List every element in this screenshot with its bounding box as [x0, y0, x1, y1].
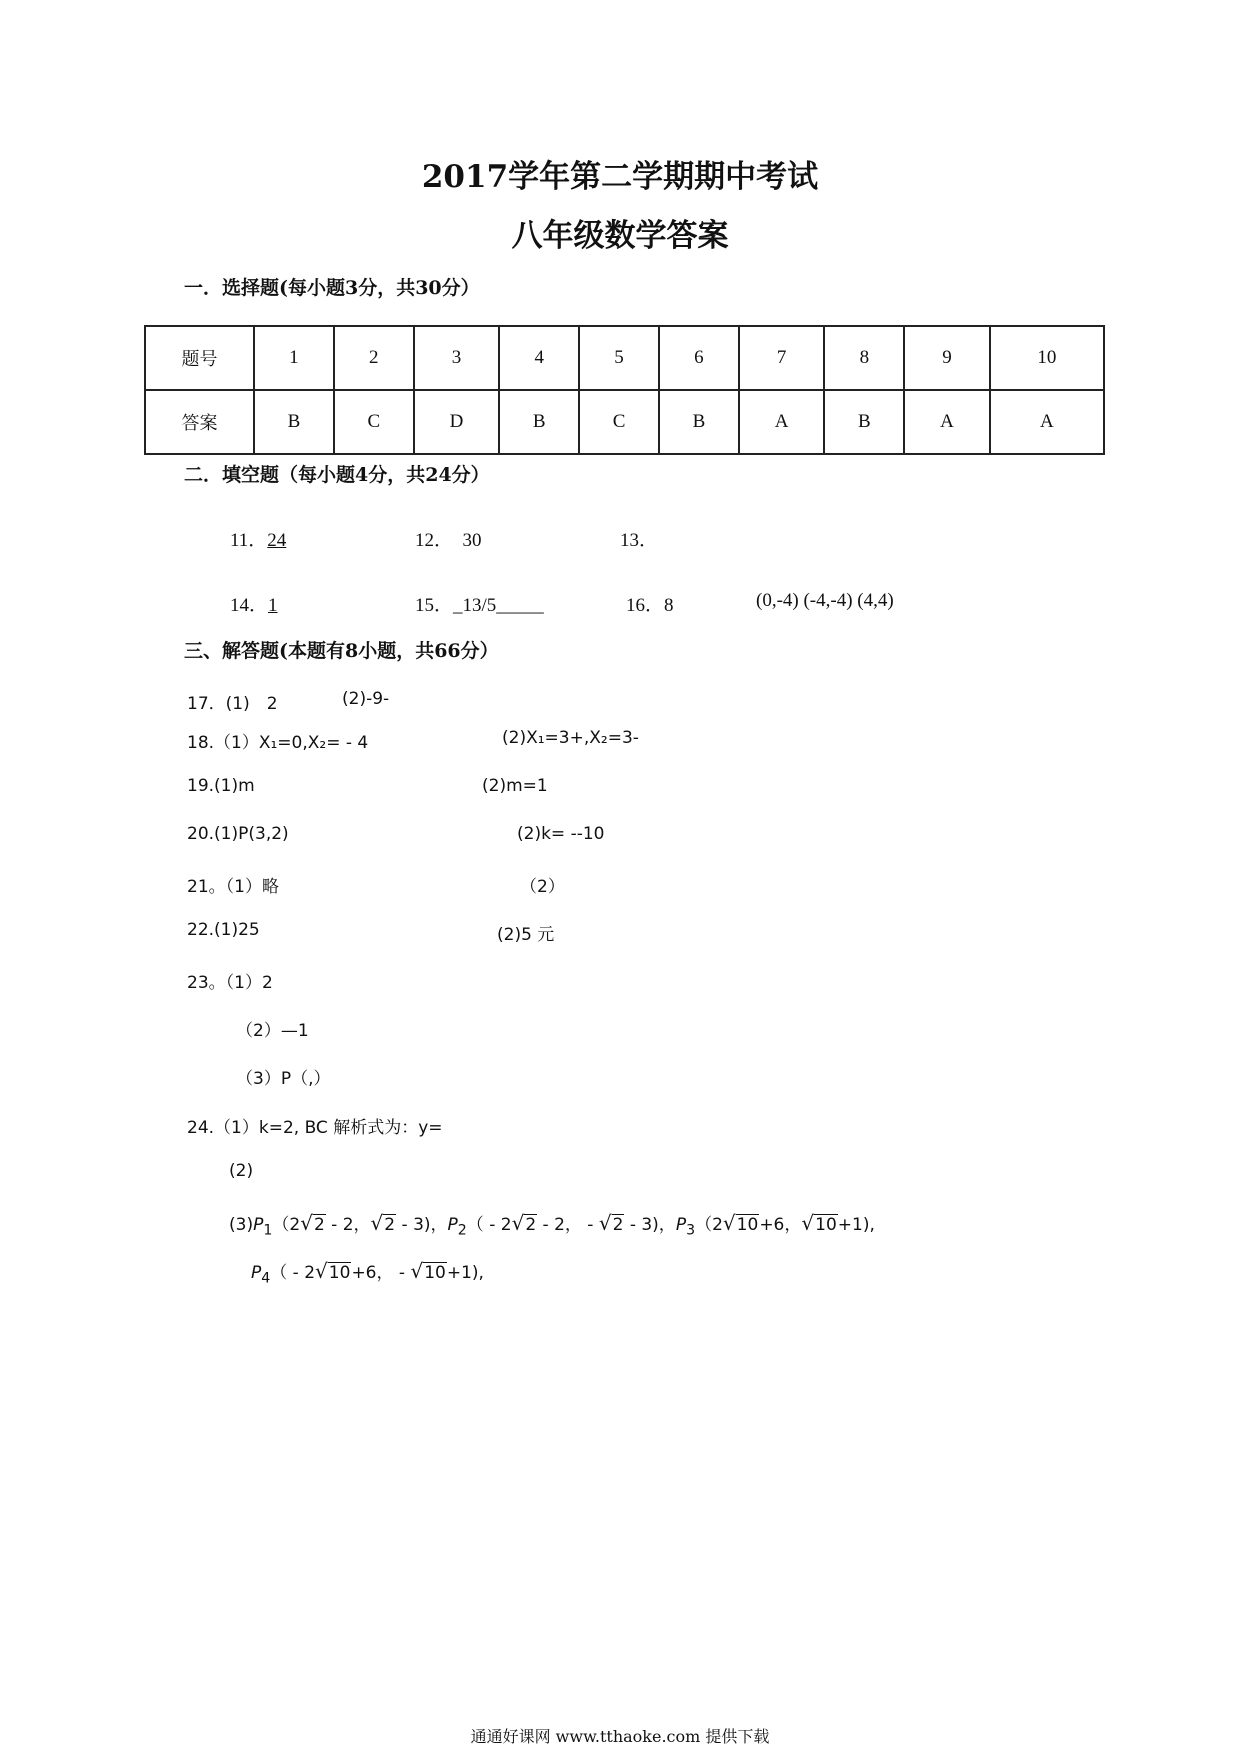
page-title: 2017学年第二学期期中考试: [421, 159, 819, 195]
q13: [620, 525, 658, 552]
table-cell: A: [739, 390, 825, 454]
q23-part1: 23。（1）2: [187, 973, 273, 993]
q24-part3-line1: $(3)P_1(2√2 - 2$，√2 - 3)，$P_2( - 2√2 - 2$， - √2 - 3)，$P_3(2√10+6$，√10+1),: [229, 1211, 875, 1239]
table-cell: B: [499, 390, 579, 454]
q16-points: (0,-4) (-4,-4) (4,4): [756, 590, 894, 611]
q14-label: 14．: [230, 595, 269, 616]
q20-part2: (2)k= --10: [517, 824, 605, 844]
q15-label: 15．: [415, 595, 454, 616]
q17-part1: 17．(1) 2: [187, 694, 278, 714]
table-cell: B: [254, 390, 334, 454]
table-cell: 4: [499, 326, 579, 390]
table-cell: B: [659, 390, 739, 454]
q19-part1: 19.(1)m: [187, 776, 255, 796]
table-cell: A: [990, 390, 1104, 454]
q18-part1: 18.（1）X₁=0,X₂= - 4: [187, 733, 369, 753]
table-cell: 2: [334, 326, 414, 390]
q18-part2: (2)X₁=3+,X₂=3-: [502, 728, 639, 748]
table-cell: 7: [739, 326, 825, 390]
q11-label: 11．: [230, 530, 268, 551]
row-label: 题号: [145, 326, 254, 390]
footer-text: 通通好课网 www.tthaoke.com 提供下载: [470, 1727, 770, 1746]
q24-part3-line2: $P_4( - 2√10+6$， - √10+1),: [251, 1259, 484, 1287]
table-cell: 1: [254, 326, 334, 390]
table-cell: C: [579, 390, 659, 454]
table-row: [145, 326, 1104, 390]
q22-part1: 22.(1)25: [187, 920, 260, 940]
q23-part2: （2）—1: [236, 1021, 309, 1041]
q24-part2: (2): [229, 1161, 254, 1181]
q17-part2: (2)-9-: [342, 689, 390, 709]
q16-label: 16．: [626, 595, 665, 616]
section3-heading: 三、解答题(本题有8小题，共66分）: [184, 640, 499, 662]
table-cell: 6: [659, 326, 739, 390]
q13-label: 13．: [620, 530, 659, 551]
table-row: [145, 390, 1104, 454]
row-label: 答案: [145, 390, 254, 454]
table-cell: D: [414, 390, 500, 454]
table-cell: 3: [414, 326, 500, 390]
q11: [230, 525, 286, 552]
section1-heading: 一．选择题(每小题3分，共30分）: [184, 277, 480, 299]
q14-answer: 1: [268, 595, 278, 616]
q24-part1: 24.（1）k=2, BC 解析式为：y=: [187, 1118, 443, 1138]
q16-answer: 8: [664, 595, 674, 616]
q14: [230, 590, 278, 617]
q11-answer: 24: [267, 530, 287, 551]
q12-answer: 30: [462, 530, 482, 551]
table-cell: C: [334, 390, 414, 454]
q21-part2: （2）: [520, 877, 565, 897]
table-cell: 8: [824, 326, 904, 390]
q22-part2: (2)5 元: [497, 925, 555, 945]
answer-table: [144, 325, 1105, 455]
q16: [626, 590, 674, 617]
table-cell: A: [904, 390, 990, 454]
q12: [415, 525, 482, 552]
q24-part3-prefix: (3): [229, 1215, 254, 1235]
q15-answer: _13/5_____: [453, 595, 544, 616]
section2-heading: 二．填空题（每小题4分，共24分）: [184, 464, 490, 486]
table-cell: B: [824, 390, 904, 454]
q20-part1: 20.(1)P(3,2): [187, 824, 289, 844]
table-cell: 5: [579, 326, 659, 390]
q19-part2: (2)m=1: [482, 776, 548, 796]
q23-part3: （3）P（,）: [236, 1069, 331, 1089]
q21-part1: 21。（1）略: [187, 877, 279, 897]
page-subtitle: 八年级数学答案: [511, 218, 729, 254]
q12-label: 12．: [415, 530, 454, 551]
table-cell: 10: [990, 326, 1104, 390]
q15: [415, 590, 544, 617]
table-cell: 9: [904, 326, 990, 390]
